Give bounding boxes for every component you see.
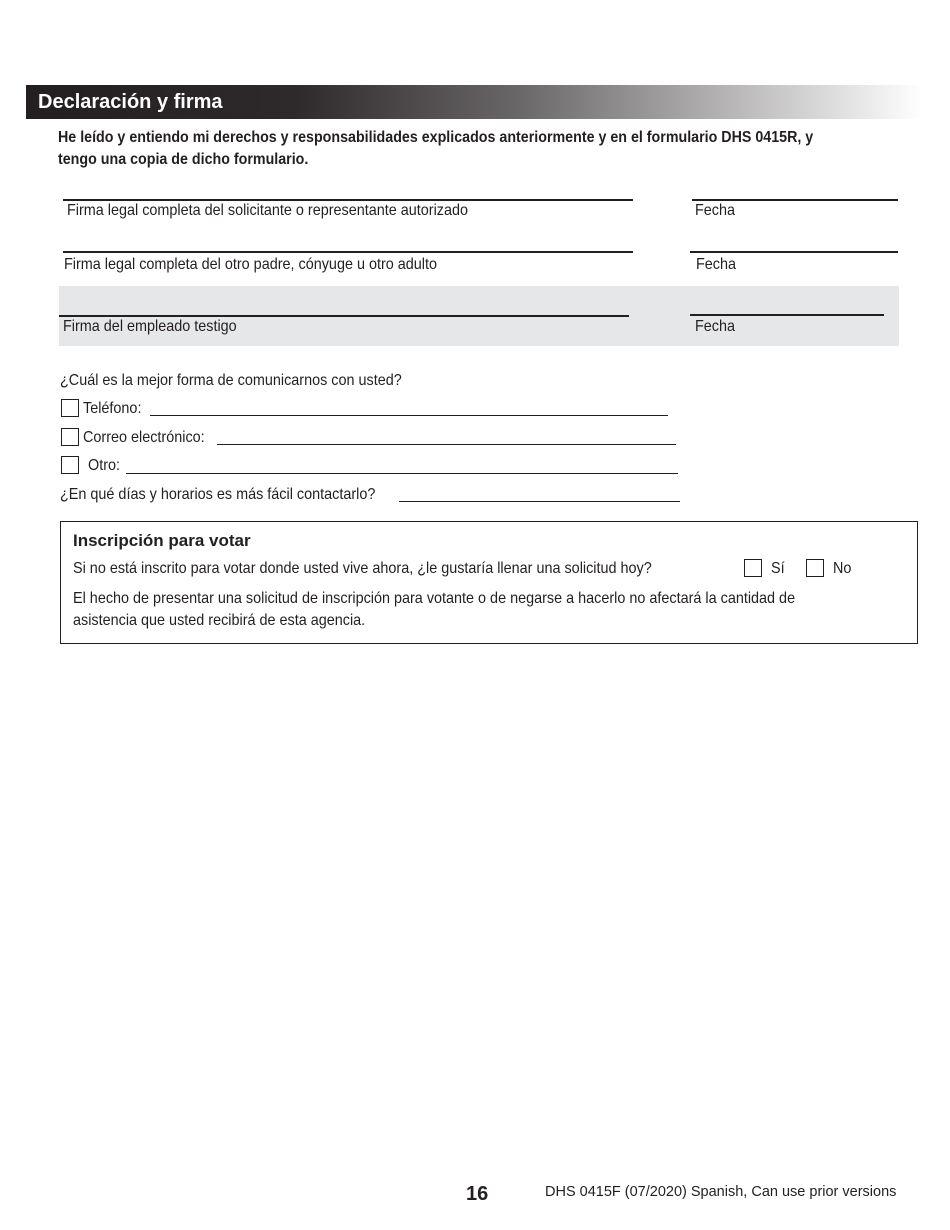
voter-registration-question: Si no está inscrito para votar donde usted vive ahora, ¿le gustaría llenar una solicitud hoy? xyxy=(73,560,652,577)
other-input-line[interactable] xyxy=(126,473,678,474)
other-adult-date-line[interactable] xyxy=(690,251,898,253)
applicant-signature-line[interactable] xyxy=(63,199,633,201)
voter-registration-title: Inscripción para votar xyxy=(73,531,251,550)
other-adult-signature-line[interactable] xyxy=(63,251,633,253)
section-title: Declaración y firma xyxy=(38,91,223,113)
contact-question: ¿Cuál es la mejor forma de comunicarnos con usted? xyxy=(60,372,402,389)
other-checkbox[interactable] xyxy=(61,456,79,474)
applicant-date-label: Fecha xyxy=(695,202,736,219)
vote-yes-checkbox[interactable] xyxy=(744,559,762,577)
email-label: Correo electrónico: xyxy=(83,429,205,446)
declaration-text: He leído y entiendo mi derechos y responsabilidades explicados anteriormente y en el formulario DHS 0415R, y tengo una copia de dicho formulario. xyxy=(58,129,814,168)
contact-days-question: ¿En qué días y horarios es más fácil contactarlo? xyxy=(60,486,376,503)
other-adult-signature-label: Firma legal completa del otro padre, cónyuge u otro adulto xyxy=(64,256,438,273)
email-checkbox[interactable] xyxy=(61,428,79,446)
witness-date-label: Fecha xyxy=(695,318,736,335)
vote-no-label: No xyxy=(833,560,852,577)
phone-input-line[interactable] xyxy=(150,415,668,416)
witness-signature-line[interactable] xyxy=(59,315,629,317)
applicant-signature-label: Firma legal completa del solicitante o representante autorizado xyxy=(67,202,469,219)
email-input-line[interactable] xyxy=(217,444,676,445)
phone-checkbox[interactable] xyxy=(61,399,79,417)
phone-label: Teléfono: xyxy=(83,400,142,417)
contact-days-input-line[interactable] xyxy=(399,501,680,502)
vote-no-checkbox[interactable] xyxy=(806,559,824,577)
other-adult-date-label: Fecha xyxy=(696,256,737,273)
vote-yes-label: Sí xyxy=(771,560,785,577)
form-identifier: DHS 0415F (07/2020) Spanish, Can use prior versions xyxy=(545,1184,897,1200)
voter-registration-notice: El hecho de presentar una solicitud de inscripción para votante o de negarse a hacerlo no afectará la cantidad de asistencia que usted recibirá de esta agencia. xyxy=(73,590,796,629)
page-number: 16 xyxy=(466,1183,489,1205)
other-label: Otro: xyxy=(88,457,121,474)
witness-date-line[interactable] xyxy=(690,314,884,316)
witness-signature-label: Firma del empleado testigo xyxy=(63,318,237,335)
applicant-date-line[interactable] xyxy=(692,199,898,201)
voter-registration-box xyxy=(60,521,918,644)
section-header-bar xyxy=(26,85,922,119)
